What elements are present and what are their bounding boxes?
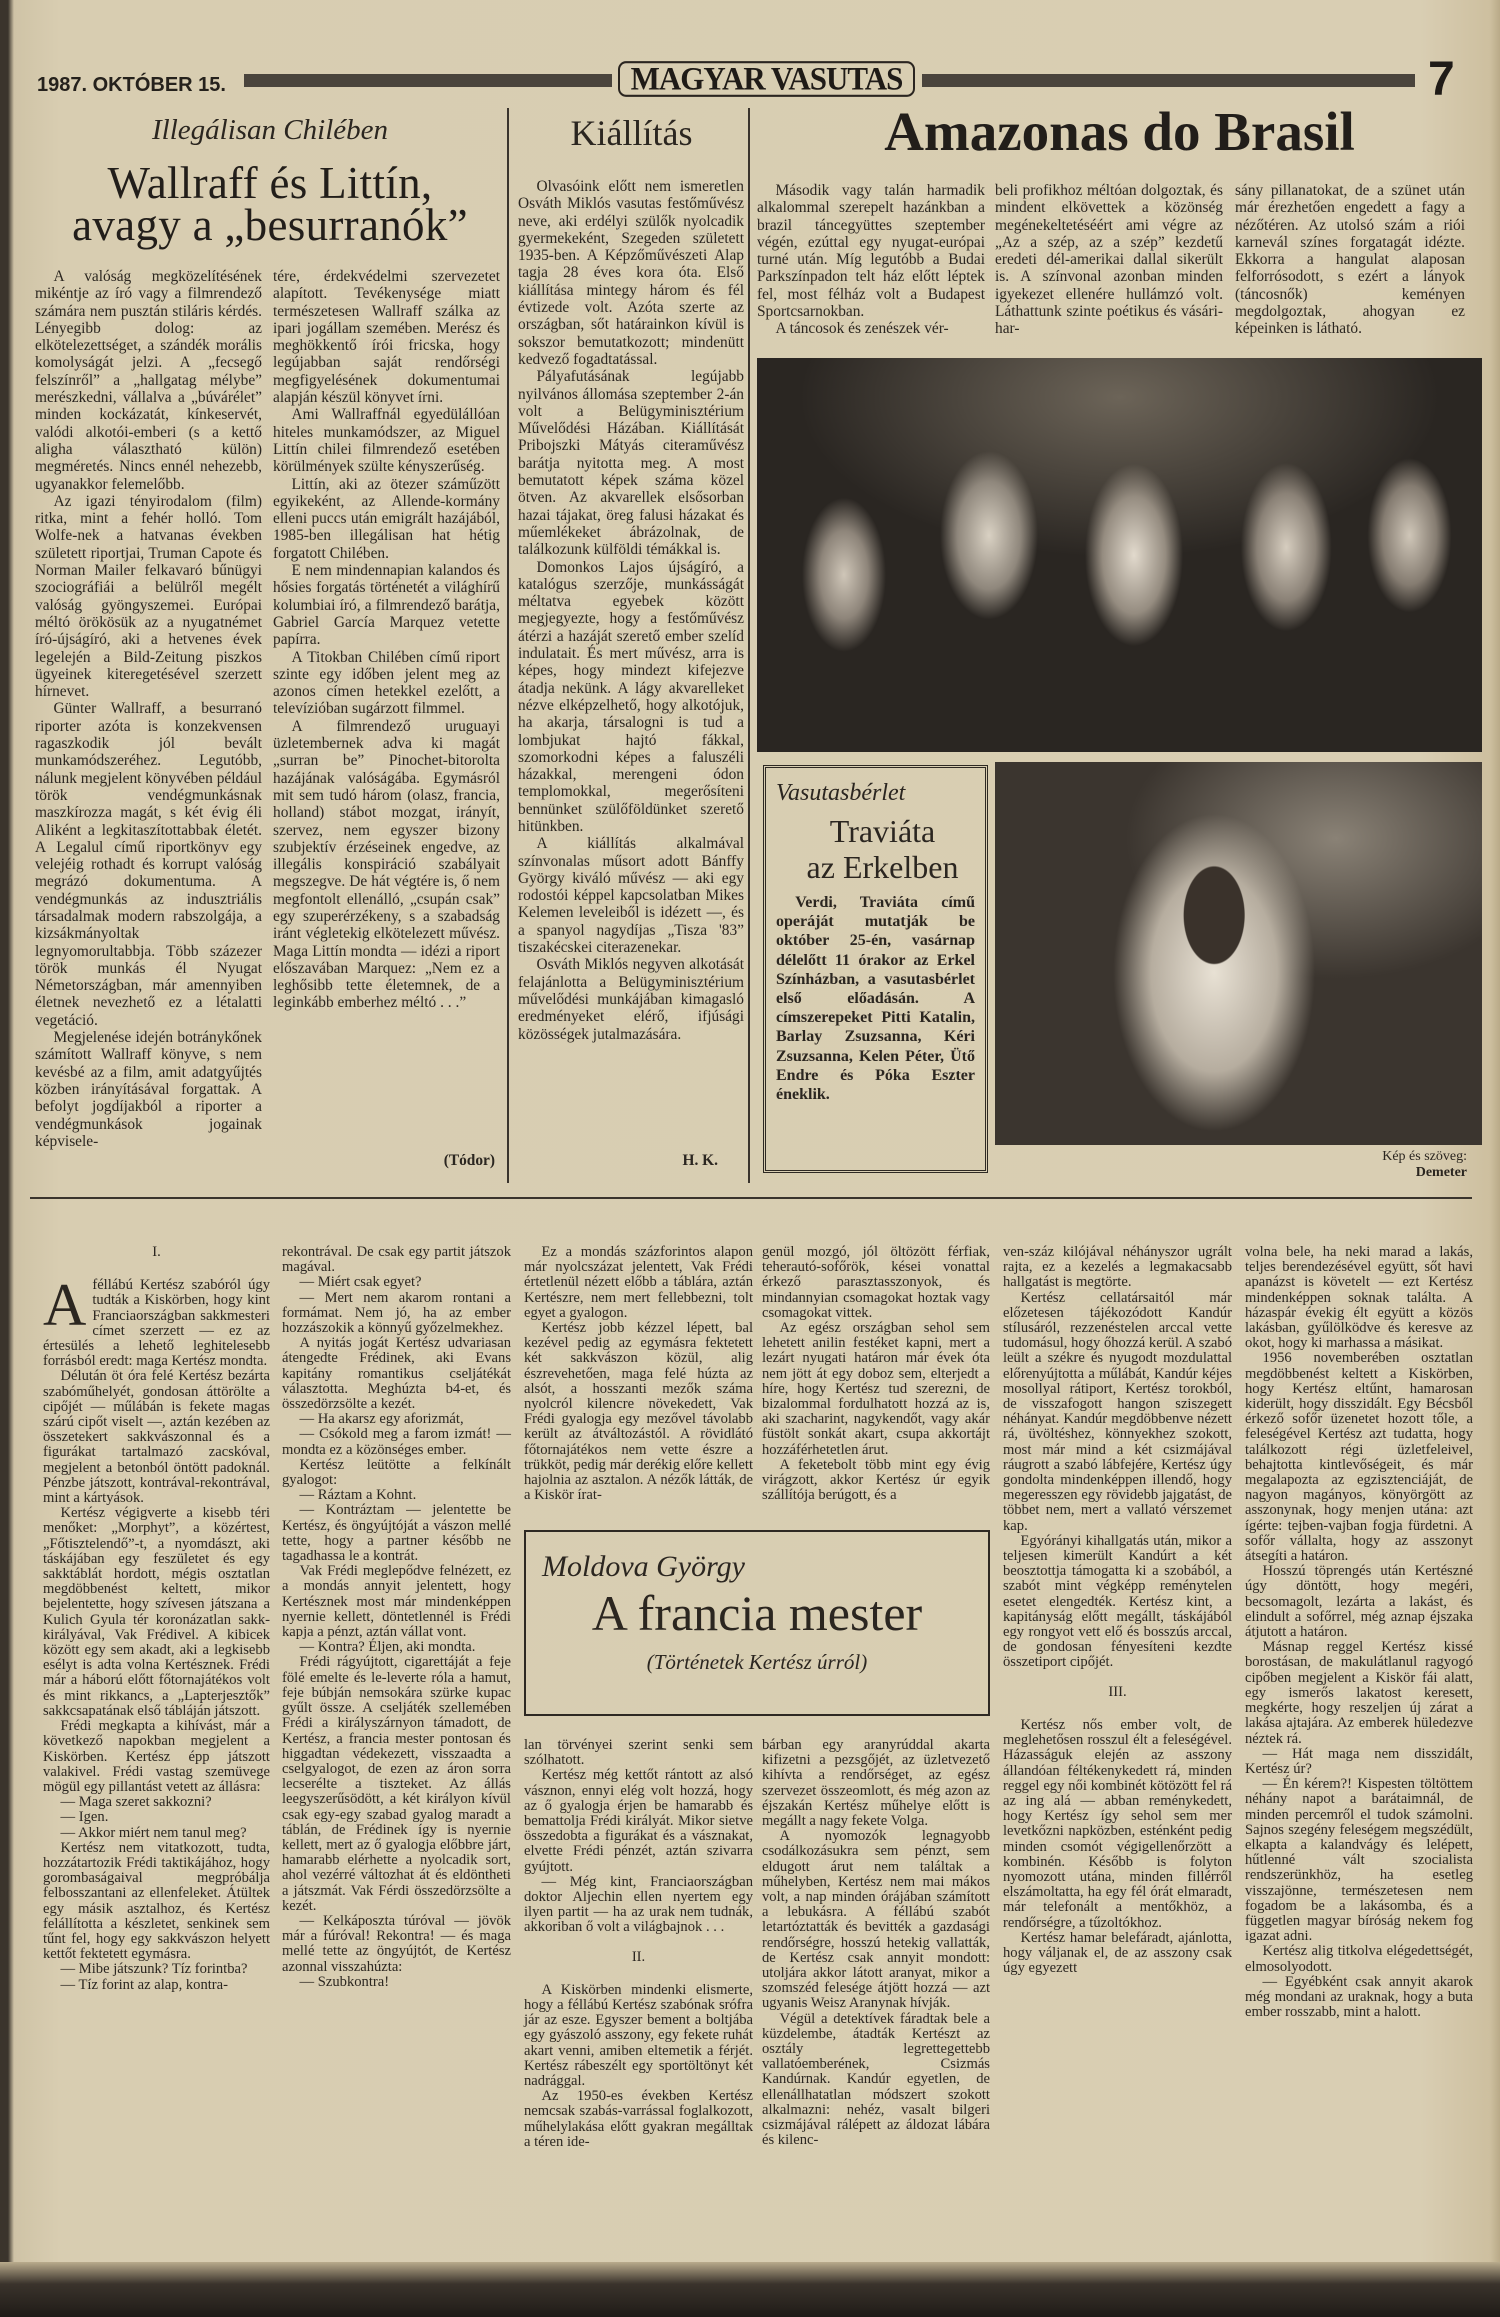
paragraph: Végül a detektívek fáradtak bele a küzdelembe, átadták Kertészt az osztály legrettegettebb vallatóemberének, Csizmás Kandúrnak. Kandúr egyetlen, de ellenállhatatlan módszert szokott alkalmazni: nehéz, vasalt bilgeri csizmájával rálépett az áldozat lábára és kilenc- <box>762 2010 990 2149</box>
paragraph: beli profikhoz méltóan dolgoztak, és mindent elkövettek a közönség megénekeltetéséért ami végre az „Az a szép, az a szép” kezdetű eredeti dél-amerikai dallal sikerült is. A színvonal azonban minden igyekezet ellenére hullámzó volt. Láthattunk szinte poétikus és vásári-har- <box>995 182 1223 338</box>
paragraph: Kertész végigverte a kisebb téri menőket: „Morphyt”, a közértest, „Főtisztelendő”-t, a nyomdászt, aki táskájában egy feszületet és egy sakktáblát hordott, mégis osztatlan megdöbbenést keltett, mikor bejelentette, hogy szívesen játszana a Kulich Gyula tér koronázatlan sakk-királyával, Vak Frédivel. A kibicek között egy sem akadt, aki a legkisebb esélyt is adta volna Kertésznek. Frédi már a háború előtt főtornajátékos volt és mint rikkancs, a „Lapterjesztők” sakkcsapatának első tábláján játszott. <box>43 1505 270 1719</box>
traviata-box <box>763 765 988 1173</box>
paragraph: A valóság megközelítésének mikéntje az író vagy a filmrendező számára nem pusztán stiláris kérdés. Lényegibb dolog: az elkötelezettséget, a szándék morális komolyságát jelzi. A „fecsegő felszínről” a „hallgatag mélybe” merészkedni, vállalva a „búvárélet” minden kockázatát, kínkeservét, valódi alkotói-emberi (s a kettő aligha választható külön) megméretés. Nincs ennél nehezebb, ugyanakkor felemelőbb. <box>35 268 262 493</box>
paragraph: rekontrával. De csak egy partit játszok magával. <box>282 1244 511 1276</box>
masthead-rule-right <box>922 74 1415 87</box>
paragraph: — Maga szeret sakkozni? <box>60 1794 212 1811</box>
story-column-5 <box>1003 1245 1232 1976</box>
exhibit-body <box>518 178 744 1043</box>
story-title: A francia mester <box>591 1585 923 1641</box>
story-column-3-bottom <box>524 1738 753 2150</box>
paragraph: A nyomozók legnagyobb csodálkozásukra sem pénzt, sem eldugott árut nem találtak a műhelyben, Kertész nem mai mákos volt, a nap minden órájában számított a lebukásra. A féllábú szabót letartóztatták és bevitték a gazdasági rendőrségre, hosszú hetekig vallatták, de Kertész csak annyit mondott: utoljára akkor látott aranyat, mikor a szomszéd felesége átjött hozzá — azt ugyanis Weisz Aranynak hívják. <box>762 1828 990 2012</box>
paragraph: volna bele, ha neki marad a lakás, teljes berendezésével együtt, sőt havi apanázst is követelt — ezt Kertész mindenképpen soknak találta. A házaspár évekig élt együtt a közös lakásban, gyűlölködve és keresve az okot, hogy ki marhassa a másikat. <box>1245 1244 1473 1352</box>
paragraph: Az egész országban sehol sem lehetett anilin festéket kapni, mert a lezárt nyugati határon már évek óta nem jött át egy doboz sem, elterjedt a híre, hogy Kertész tud szerezni, de bizalommal fordulhatott hozzá az is, aki szacharint, nagykendőt, vagy akár füstölt sonkát akart, csupa akkortájt hozzáférhetetlen árut. <box>762 1320 990 1458</box>
paragraph: Kertész cellatársaitól már előzetesen tájékozódott Kandúr stílusáról, rezzenéstelen arccal vette tudomásul, hogy őhozzá kerül. A szabó leült a székre és nyugodt mozdulattal előrenyújtotta a műlábát, Kandúr kéjes mosollyal rátiport, Kertész torokból, de visszafogott hangon sziszegett néhányat. Kandúr megdöbbenve nézett rá, üvöltéshez, könnyekhez szokott, most már mind a két csizmájával ráugrott a szabó lábfejére, Kertész úgy gondolta mindenképpen illendő, hogy megeresszen egy rövidebb jajgatást, de többet nem, mert a vallató vérszemet kap. <box>1003 1289 1232 1534</box>
article-signature: (Tódor) <box>443 1152 495 1169</box>
paragraph: A Kiskörben mindenki elismerte, hogy a féllábú Kertész szabónak srófra jár az esze. Egyszer bement a boltjába egy gyászoló asszony, egy fekete ruhát akart venni, amiben eltemetik a férjét. Kertész rábeszélt egy sportöltönyt két nadrággal. <box>524 1981 753 2090</box>
paragraph: Az 1950-es években Kertész nemcsak szabás-varrással foglalkozott, műhelylakása előtt gyakran megálltak a téren ide- <box>524 2088 753 2150</box>
paragraph: — Ha akarsz egy aforizmát, <box>299 1411 464 1428</box>
paragraph: Olvasóink előtt nem ismeretlen Osváth Miklós vasutas festőművész neve, aki erdélyi szülők nyolcadik gyermekeként, Szegeden született 1935-ben. A Képzőművészeti Alap tagja 28 éves kora óta. Első kiállítása mintegy három és fél évtizede volt. Azóta szerte az országban, sőt határainkon kívül is sokszor bemutatkozott; mindenütt kedvező fogadtatással. <box>518 178 744 368</box>
story-column-2 <box>282 1245 511 1990</box>
drop-cap: A <box>43 1272 87 1339</box>
paragraph: — Hát maga nem disszidált, Kertész úr? <box>1245 1745 1473 1777</box>
paragraph: Domonkos Lajos újságíró, a katalógus szerzője, munkásságát méltatva egyebek között megjegyezte, hogy a festőművész átérzi a hazáját szerető ember szelíd indulatait. És mert művész, arra is képes, hogy mindezt kifejezve átadja nekünk. A lágy akvarelleket nézve elképzelhető, hogy alkotójuk, ha akarja, társalogni is tud a lombjukat hajtó fákkal, szomorkodni képes a faluszéli házakkal, merengeni ódon templomokkal, megerősíteni bennünket szülőföldünket szerető hitünkben. <box>518 558 744 835</box>
paragraph: Osváth Miklós negyven alkotását felajánlotta a Belügyminisztérium művelődési munkájában kimagasló eredményeket elérő, ifjúsági közösségek jutalmazására. <box>518 956 744 1043</box>
paragraph: — Mibe játszunk? Tíz forintba? <box>60 1961 248 1978</box>
paragraph: — Kontráztam — jelentette be Kertész, és öngyújtóját a vászon mellé tette, hogy a partner később ne tagadhassa le a kontrát. <box>282 1502 511 1565</box>
page-number: 7 <box>1428 53 1455 106</box>
paragraph: A filmrendező uruguayi üzletembernek adva ki magát „surran be” Pinochet-bitorolta hazájának valóságába. Egymásról mit sem tudó három (olasz, francia, holland) stábot mozgat, irányít, szervez, nem egyszer bizony szubjektív érzéseinek engedve, az illegális konspiráció szabályait megszegve. De hát végtére is, ő nem megfontolt ellenálló, „csupán csak” egy szuperérzékeny, s a szabadság iránt végletekig elkötelezett művész. Maga Littín mondta — idézi a riport előszavában Marquez: „Nem ez a leghősibb tette életemnek, de a leginkább emberhez méltó . . .” <box>273 717 500 1012</box>
photo-credit-label: Kép és szöveg: <box>1382 1149 1467 1164</box>
story-column-4-top <box>762 1245 990 1503</box>
exhibit-signature: H. K. <box>682 1152 718 1169</box>
paragraph: Frédi megkapta a kihívást, már a következő napokban megjelent a Kiskörben. Kertész épp játszott valakivel. Frédi vastag szemüvege mögül egy pillantást vetett az állásra: <box>43 1718 270 1795</box>
paragraph: bárban egy aranyrúddal akarta kifizetni a pezsgőjét, az üzletvezető kihívta a rendőrséget, az egész szervezet összeomlott, és még azon az éjszakán Kertész műhelye előtt is megállt a nagy fekete Volga. <box>762 1737 990 1830</box>
paragraph: Másnap reggel Kertész kissé borostásan, de makulátlanul ragyogó cipőben megjelent a Kiskör fái alatt, egy ismerős lakatost keresett, megkérte, hogy reszeljen új zárat a lakása ajtajára. Az emberek hüledezve néztek rá. <box>1245 1639 1473 1747</box>
paragraph: A nyitás jogát Kertész udvariasan átengedte Frédinek, aki Evans kapitány romantikus cseljátékát választotta. Meghúzta b4-et, és összedörzsölte a kezét. <box>282 1335 511 1413</box>
amazonas-headline: Amazonas do Brasil <box>884 101 1355 162</box>
paragraph: Második vagy talán harmadik alkalommal szerepelt hazánkban a brazil táncegyüttes szeptember végén, ezúttal egy nyugat-európai turné után. Míg legutóbb a Budai Parkszínpadon telt ház előtt léptek fel, most félház volt a Budapest Sportcsarnokban. <box>757 182 985 321</box>
dancer-solo-photo <box>995 762 1482 1145</box>
paragraph: Kertész alig titkolva elégedettségét, elmosolyodott. <box>1245 1943 1473 1975</box>
paragraph: — Szubkontra! <box>299 1973 390 1990</box>
masthead-rule-left <box>244 74 612 87</box>
dancers-group-photo <box>757 358 1482 752</box>
paragraph: Kertész hamar belefáradt, ajánlotta, hogy váljanak el, de az asszony csak úgy egyezett <box>1003 1929 1232 1977</box>
traviata-title-line-2: az Erkelben <box>806 849 959 885</box>
story-column-6 <box>1245 1245 1473 2020</box>
story-author: Moldova György <box>542 1550 745 1583</box>
paragraph: Pályafutásának legújabb nyilvános állomása szeptember 2-án volt a Belügyminisztérium Művelődési Házában. Kiállítását Pribojszki Mátyás citeraművész barátja nyitotta meg. A most bemutatott képek száma közel ötven. Az akvarellek elsősorban hazai tájakat, öreg falusi házakat és műemlékeket ábrázolnak, de találkozunk külföldi témákkal is. <box>518 368 744 559</box>
traviata-kicker: Vasutasbérlet <box>776 780 906 806</box>
paragraph: A Titokban Chilében című riport szinte egy időben jelent meg az azonos címen hetekkel ezelőtt, a televízióban sugárzott filmmel. <box>273 648 500 718</box>
story-subtitle: (Történetek Kertész úrról) <box>646 1650 868 1674</box>
paragraph: — Kontra? Éljen, aki mondta. <box>299 1639 476 1656</box>
paragraph: — Miért csak egyet? <box>299 1274 422 1291</box>
story-column-1 <box>43 1245 270 1993</box>
section-heading-1: I. <box>152 1244 161 1260</box>
amazonas-column-2 <box>995 182 1223 338</box>
paragraph: — Akkor miért nem tanul meg? <box>60 1824 247 1841</box>
photo-credit <box>1200 1149 1467 1181</box>
exhibit-title: Kiállítás <box>570 113 693 153</box>
masthead-logo: MAGYAR VASUTAS <box>618 61 915 97</box>
photo-credit-author: Demeter <box>1415 1165 1467 1180</box>
paragraph: A feketebolt több mint egy évig virágzott, akkor Kertész úr egyik szállítója berúgott, és a <box>762 1456 990 1504</box>
story-title-box <box>524 1530 990 1716</box>
paragraph: — Mert nem akarom rontani a formámat. Nem jó, ha az ember hozzászokik a könnyű győzelmekhez. <box>282 1289 511 1337</box>
paragraph: lan törvényei szerint senki sem szólhatott. <box>524 1737 753 1769</box>
paragraph: — Én kérem?! Kispesten töltöttem néhány napot a barátaimnál, de minden percemről el tudok számolni. Sajnos szegény feleségem megszédült, elkapta a kalandvágy és lelépett, hűtlenné vált szocialista rendszerünkhöz, ha esetleg visszajönne, természetesen nem fogadom be a lakásomba, és a független magyar bíróság nekem fog igazat adni. <box>1245 1776 1473 1945</box>
paragraph: ven-száz kilójával néhányszor ugrált rajta, ez a kezelés a legmakacsabb hallgatást is megtörte. <box>1003 1244 1232 1291</box>
traviata-body: Verdi, Traviáta című operáját mutatják be október 25-én, vasárnap délelőtt 11 órakor az Erkel Színházban, a vasutasbérlet első előadásán. A címszerepeket Pitti Katalin, Barlay Zsuzsanna, Kéri Zsuzsanna, Kelen Péter, Ütő Endre és Póka Eszter éneklik. <box>776 894 975 1104</box>
paragraph: — Kelkáposzta túróval — jövök már a fúróval! Rekontra! — és maga mellé tette az öngyújtót, de Kertész azonnal visszahúzta: <box>282 1912 511 1975</box>
paragraph: — Tíz forint az alap, kontra- <box>60 1976 229 1993</box>
paragraph: Kertész nős ember volt, de meglehetősen rosszul élt a feleségével. Házasságuk elején az asszony állandóan féltékenykedett rá, minden reggel egy női kombinét kötözött fel rá az ing alá — abban reménykedett, hogy Kertész így sehol sem mer levetkőzni napközben, esténként pedig minden csomót végigellenőrzött a kombinén. Később is folyton nyomozott utána, minden fillérről elszámoltatta, ha egy fél órát elmaradt, már telefonált a mentőkhöz, a rendőrségre, a tűzoltókhoz. <box>1003 1716 1232 1931</box>
paragraph: Hosszú töprengés után Kertészné úgy döntött, hogy megéri, becsomagolt, lezárta a lakást, és elindult a sofőrrel, még aznap éjszaka átjutott a határon. <box>1245 1563 1473 1641</box>
paragraph: Délután öt óra felé Kertész bezárta szabóműhelyét, gondosan áttörölte a cipőjét — műlábán is fekete magas szárú cipőt viselt —, aztán kezében az összetekert sakkvászonnal és a figurákat tartalmazó zacskóval, megjelent a betonból öntött padoknál. Pénzbe játszott, kontrával-rekontrával, mint a kártyások. <box>43 1368 270 1507</box>
paragraph: Kertész még kettőt rántott az alsó vásznon, ennyi elég volt hozzá, hogy az ő gyalogja érjen be hamarabb és bemattolja Frédi királyát. Mikor sietve összedobta a figurákat és a vásznakat, elvette Frédi pénzét, aztán szivarra gyújtott. <box>524 1767 753 1875</box>
paragraph: — Még kint, Franciaországban doktor Aljechin ellen nyertem egy ilyen partit — ha az urak nem tudnák, akkoriban ő volt a világbajnok . . . <box>524 1873 753 1936</box>
section-heading: III. <box>1108 1683 1127 1700</box>
paragraph: — Ráztam a Kohnt. <box>299 1487 417 1504</box>
paragraph: Megjelenése idején botránykőnek számított Wallraff könyve, s nem kevésbé az a film, amit adatgyűjtés közben irányításával forgattak. A befolyt jogdíjakból a riporter a vendégmunkások jogainak képvisele- <box>35 1029 262 1150</box>
paragraph: sány pillanatokat, de a szünet után már érezhetően engedett a fagy a nézőtéren. Az utolsó szám a riói karnevál színes forgatagát idézte. Ekkorra a hangulat alaposan felforrósodott, s ezért a lányok (táncosnők) keményen megdolgoztak, ahogyan ez képeinken is látható. <box>1235 182 1465 338</box>
paragraph: A kiállítás alkalmával színvonalas műsort adott Bánffy György kiváló művész — aki egy rodostói képpel kapcsolatban Mikes Kelemen leveleiből is idézett —, és a spanyol nagydíjas „Tisza '83” tiszakécskei citerazenekar. <box>518 835 744 957</box>
paragraph: E nem mindennapian kalandos és hősies forgatás történetét a világhírű kolumbiai író, a filmrendező barátja, Gabriel García Marquez vetette papírra. <box>273 562 500 649</box>
article-headline <box>30 158 510 250</box>
section-divider <box>30 1197 1472 1199</box>
paragraph: féllábú Kertész szabóról úgy tudták a Kiskörben, hogy kint Franciaországban sakkmesteri címet szerzett — ez az értesülés a lehető leghitelesebb forrásból eredt: maga Kertész mondta. <box>43 1277 270 1370</box>
story-column-4-bottom <box>762 1738 990 2148</box>
paragraph: — Igen. <box>60 1809 109 1826</box>
paragraph: Ez a mondás százforintos alapon már nyolcszázat jelentett, Vak Frédi értetlenül nézett előbb a táblára, aztán Kertészre, nem mert fellebbezni, tolt egyet a gyalogon. <box>524 1244 753 1321</box>
paragraph: Az igazi tényirodalom (film) ritka, mint a fehér holló. Tom Wolfe-nek a hatvanas években született riportjai, Truman Capote és Norman Mailer felkavaró bűnügyi szociográfiái a belülről megélt valóság gyöngyszemei. Európai méltó örökösük az a nyugatnémet író-újságíró, aki a hetvenes évek legelején a Bild-Zeitung piszkos ügyeinek kiteregetésével szerzett hírnevet. <box>35 492 262 701</box>
paragraph: genül mozgó, jól öltözött férfiak, teherautó-sofőrök, kései vonattal érkező parasztasszonyok, és mindannyian csomagokat hoztak vagy csomagokat vittek. <box>762 1244 990 1321</box>
amazonas-column-1 <box>757 182 985 338</box>
headline-line-2: avagy a „besurranók” <box>72 200 468 250</box>
column-divider <box>748 108 750 1183</box>
article-kicker: Illegálisan Chilében <box>152 114 388 146</box>
story-column-1-text <box>43 1272 270 1993</box>
paragraph: — Csókold meg a farom izmát! — mondta ez a közönséges ember. <box>282 1426 511 1458</box>
paragraph: A táncosok és zenészek vér- <box>775 320 949 338</box>
traviata-title-line-1: Traviáta <box>829 813 936 849</box>
paragraph: Vak Frédi meglepődve felnézett, ez a mondás annyit jelentett, hogy Kertésznek most már mindenképpen nyernie kellett, döntetlennél is Frédi kapja a pénzt, aztán vállat vont. <box>282 1563 511 1641</box>
paragraph: Ami Wallraffnál egyedülállóan hiteles munkamódszer, az Miguel Littín chilei filmrendező esetében körülmények szülte kényszerűség. <box>273 406 500 476</box>
paragraph: Günter Wallraff, a besurranó riporter azóta is konzekvensen ragaszkodik jól bevált munkamódszeréhez. Legutóbb, nálunk megjelent könyvében például török vendégmunkásnak maszkírozza magát, s két évig éli Aliként a legkitaszítottabbak életét. A Legalul című riportkönyv egy velejéig rothadt és korrupt valóság megrázó dokumentuma. A vendégmunkás az indusztriális társadalmak modern rabszolgája, a kizsákmányoltak legnyomorultabbja. Több százezer török munkás él Nyugat Németországban, már amennyiben életnek nevezhető ez a létalatti vegetáció. <box>35 700 262 1029</box>
issue-date: 1987. OKTÓBER 15. <box>37 74 226 96</box>
headline-line-1: Wallraff és Littín, <box>107 158 433 208</box>
article-column-a <box>35 268 262 1150</box>
traviata-title <box>780 813 985 885</box>
article-column-b <box>273 268 500 1012</box>
paragraph: Kertész leütötte a felkínált gyalogot: <box>282 1456 511 1489</box>
column-divider <box>507 108 509 1183</box>
paragraph: Kertész jobb kézzel lépett, bal kezével pedig az egymásra fektetett két sakkvászon közül, alig észrevehetően, maga felé húzta az alsót, a hosszanti mezők száma nyolcról kilencre növekedett, Vak Frédi gyalogja egy mezővel távolabb került az átváltozástól. A rövidlátó főtornajátékos nem vette észre a trükköt, pedig már derékig előre kellett hajolnia az asztalon. A nézők látták, de a Kiskör írat- <box>524 1320 753 1504</box>
scan-edge <box>0 2262 1500 2317</box>
paragraph: 1956 novemberében osztatlan megdöbbenést keltett a Kiskörben, hogy Kertész eltűnt, hamarosan kiderült, hogy disszidált. Egy Bécsből érkező sofőr üzenetet hozott tőle, a feleségével Kertész azt tudatta, hogy találkozott régi üzletfeleivel, behajtotta kintlevőségeit, és már megalapozta az egzisztenciáját, de nagyon magányos, könyörgött az asszonynak, hogy menjen utána: azt ígérte: tejben-vajban fogja fürdetni. A sofőr vállalta, hogy az asszonyt átsegíti a határon. <box>1245 1350 1473 1565</box>
paragraph: — Egyébként csak annyit akarok még mondani az uraknak, hogy a buta ember rosszabb, mint a halott. <box>1245 1973 1473 2021</box>
story-column-3-top <box>524 1245 753 1503</box>
paragraph: Egyórányi kihallgatás után, mikor a teljesen kimerült Kandúrt a két beosztottja támogatta ki a szobából, a szabót mint végképp reménytelen esetet elengedték. Kertész kint, a kapitányság előtt megállt, táskájából egy rongyot vett elő és bosszús arccal, de gondosan fényesíteni kezdte összetiport cipőjét. <box>1003 1532 1232 1671</box>
amazonas-column-3 <box>1235 182 1465 338</box>
paragraph: tére, érdekvédelmi szervezetet alapított. Tevékenysége miatt természetesen Wallraff szálka az ipari jogállam szemében. Merész és meghökkentő írói fricska, hogy legújabban saját rendőrségi megfigyelésének dokumentumai alapján készül könyvet írni. <box>273 268 500 407</box>
paragraph: Littín, aki az ötezer száműzött egyikeként, az Allende-kormány elleni puccs után emigrált hazájából, 1985-ben illegálisan hat hétig forgatott Chilében. <box>273 475 500 562</box>
section-heading: II. <box>631 1948 646 1965</box>
paragraph: Frédi rágyújtott, cigarettáját a feje fölé emelte és le-leverte róla a hamut, feje búbján nemsokára szürke kupac gyűlt össze. A cseljáték szellemében Frédi a királyszárnyon támadott, de Kertész, a francia mester pontosan és higgadtan védekezett, visszaadta a cselgyalogot, de ezen az áron sorra lecserélte a tiszteket. Az állás leegyszerűsödött, a két királyon kívül csak egy-egy szabad gyalog maradt a táblán, de Frédinek így is nyernie kellett, mert az ő gyalogja előbbre járt, hamarabb elérhette a nyolcadik sort, ahol vezérré változhat át és eldöntheti a játszmát. Vak Férdi összedörzsölte a kezét. <box>282 1654 511 1914</box>
paragraph: Kertész nem vitatkozott, tudta, hozzátartozik Frédi taktikájához, hogy gorombaságaival megpróbálja felbosszantani az ellenfeleket. Átültek egy másik asztalhoz, és Kertész felállította a készletet, senkinek sem tűnt fel, hogy egy sakkvászon helyett kettőt fektetett egymásra. <box>43 1839 270 1963</box>
